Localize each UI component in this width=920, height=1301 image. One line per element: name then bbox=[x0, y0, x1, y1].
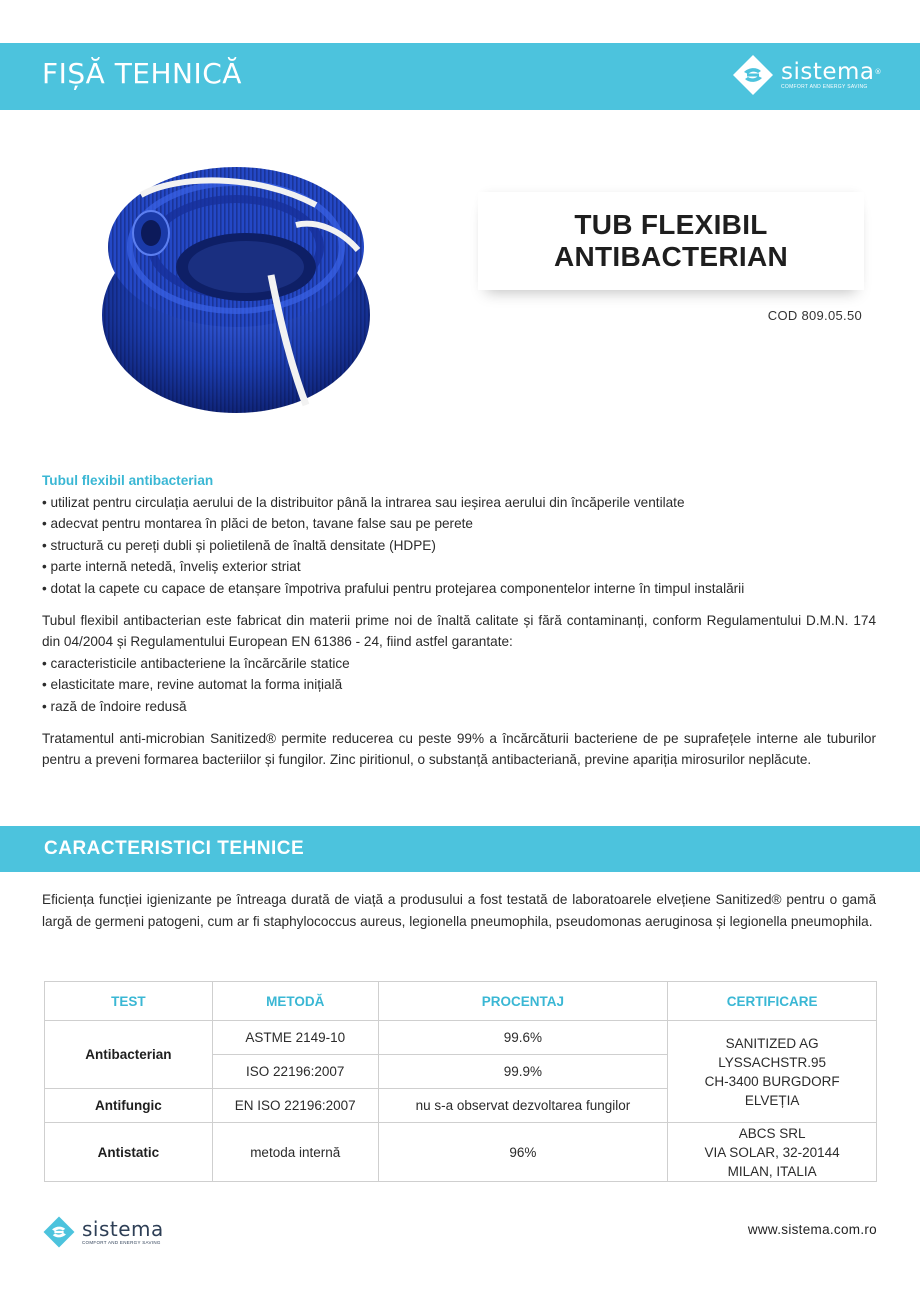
table-header: PROCENTAJ bbox=[378, 982, 668, 1021]
table-cell-method: metoda internă bbox=[212, 1123, 378, 1182]
intro-subheading: Tubul flexibil antibacterian bbox=[42, 473, 214, 488]
certification-sanitized bbox=[668, 1021, 877, 1123]
list-item: • parte internă netedă, înveliș exterior striat bbox=[42, 559, 301, 575]
product-title-box bbox=[478, 192, 864, 290]
table-cell-method: ISO 22196:2007 bbox=[212, 1055, 378, 1089]
registered-mark: ® bbox=[874, 67, 882, 76]
list-item: • elasticitate mare, revine automat la forma inițială bbox=[42, 677, 343, 693]
list-item: • caracteristicile antibacteriene la încărcările statice bbox=[42, 655, 350, 671]
table-row bbox=[45, 1123, 877, 1182]
table-cell-percent: nu s-a observat dezvoltarea fungilor bbox=[378, 1089, 668, 1123]
table-header: METODĂ bbox=[212, 982, 378, 1021]
section-title: CARACTERISTICI TEHNICE bbox=[44, 838, 305, 859]
intro-paragraph-2: Tratamentul anti-microbian Sanitized® permite reducerea cu peste 99% a încărcăturii bacteriene de pe suprafețele interne ale tuburilor pentru a preveni formarea bacteriilor și fungilor. Zinc piritionul, o substanță antibacteriană, previne apariția mirosurilor neplăcute. bbox=[42, 730, 876, 768]
cert-line: VIA SOLAR, 32-20144 bbox=[704, 1144, 840, 1160]
table-cell-method: ASTME 2149-10 bbox=[212, 1021, 378, 1055]
footer-logo bbox=[42, 1215, 164, 1249]
cert-line: ELVEȚIA bbox=[744, 1092, 800, 1108]
cert-line: ABCS SRL bbox=[738, 1125, 806, 1141]
test-antistatic: Antistatic bbox=[45, 1123, 213, 1182]
intro-section bbox=[42, 470, 876, 771]
product-title-line2: ANTIBACTERIAN bbox=[553, 241, 789, 272]
test-antifungic: Antifungic bbox=[45, 1089, 213, 1123]
product-code: COD 809.05.50 bbox=[767, 308, 862, 323]
certification-abcs bbox=[668, 1123, 877, 1182]
table-cell-percent: 99.6% bbox=[378, 1021, 668, 1055]
section-bar-tech bbox=[0, 826, 920, 872]
cert-line: CH-3400 BURGDORF bbox=[704, 1073, 840, 1089]
specs-table bbox=[44, 981, 877, 1182]
cert-line: MILAN, ITALIA bbox=[727, 1163, 817, 1179]
table-header: CERTIFICARE bbox=[668, 982, 877, 1021]
table-row bbox=[45, 1021, 877, 1055]
logo-brand-text: sistema bbox=[780, 58, 875, 85]
list-item: • structură cu pereți dubli și polietilenă de înaltă densitate (HDPE) bbox=[42, 537, 436, 553]
list-item: • utilizat pentru circulația aerului de la distribuitor până la intrarea sau ieșirea aerului din încăperile ventilate bbox=[42, 494, 685, 510]
table-header: TEST bbox=[45, 982, 213, 1021]
intro-paragraph-1: Tubul flexibil antibacterian este fabricat din materii prime noi de înaltă calitate și fără contaminanți, conform Regulamentului D.M.N. 174 din 04/2004 și Regulamentului European EN 61386 - 24, fiind astfel garantate: bbox=[42, 612, 876, 650]
footer-logo-tagline: COMFORT AND ENERGY SAVING bbox=[82, 1240, 161, 1245]
sistema-logo-icon bbox=[731, 53, 775, 97]
list-item: • rază de îndoire redusă bbox=[42, 698, 187, 714]
logo-tagline: COMFORT AND ENERGY SAVING bbox=[780, 83, 868, 90]
product-title-line1: TUB FLEXIBIL bbox=[574, 209, 768, 240]
list-item: • adecvat pentru montarea în plăci de beton, tavane false sau pe perete bbox=[42, 516, 473, 532]
document-title: FIȘĂ TEHNICĂ bbox=[42, 57, 242, 90]
tech-paragraph: Eficiența funcției igienizante pe întreaga durată de viață a produsului a fost testată de laboratoarele elvețiene Sanitized® pentru o gamă largă de germeni patogeni, cum ar fi staphylococcus aureus, legionella pneumophila, pseudomonas aeruginosa și legionella pneumophila. bbox=[42, 892, 876, 929]
cert-line: SANITIZED AG bbox=[725, 1035, 819, 1051]
table-cell-percent: 99.9% bbox=[378, 1055, 668, 1089]
header-bar bbox=[0, 43, 920, 110]
test-antibacterian: Antibacterian bbox=[45, 1021, 213, 1089]
table-cell-method: EN ISO 22196:2007 bbox=[212, 1089, 378, 1123]
table-header-row bbox=[45, 982, 877, 1021]
list-item: • dotat la capete cu capace de etanșare împotriva prafului pentru protejarea componentelor interne în timpul instalării bbox=[42, 580, 745, 596]
footer-logo-brand: sistema bbox=[82, 1217, 164, 1241]
product-photo bbox=[96, 155, 376, 417]
sistema-logo-icon bbox=[42, 1215, 76, 1249]
header-logo bbox=[731, 53, 882, 97]
footer-website-link[interactable]: www.sistema.com.ro bbox=[747, 1222, 877, 1237]
table-cell-percent: 96% bbox=[378, 1123, 668, 1182]
cert-line: LYSSACHSTR.95 bbox=[718, 1054, 826, 1070]
